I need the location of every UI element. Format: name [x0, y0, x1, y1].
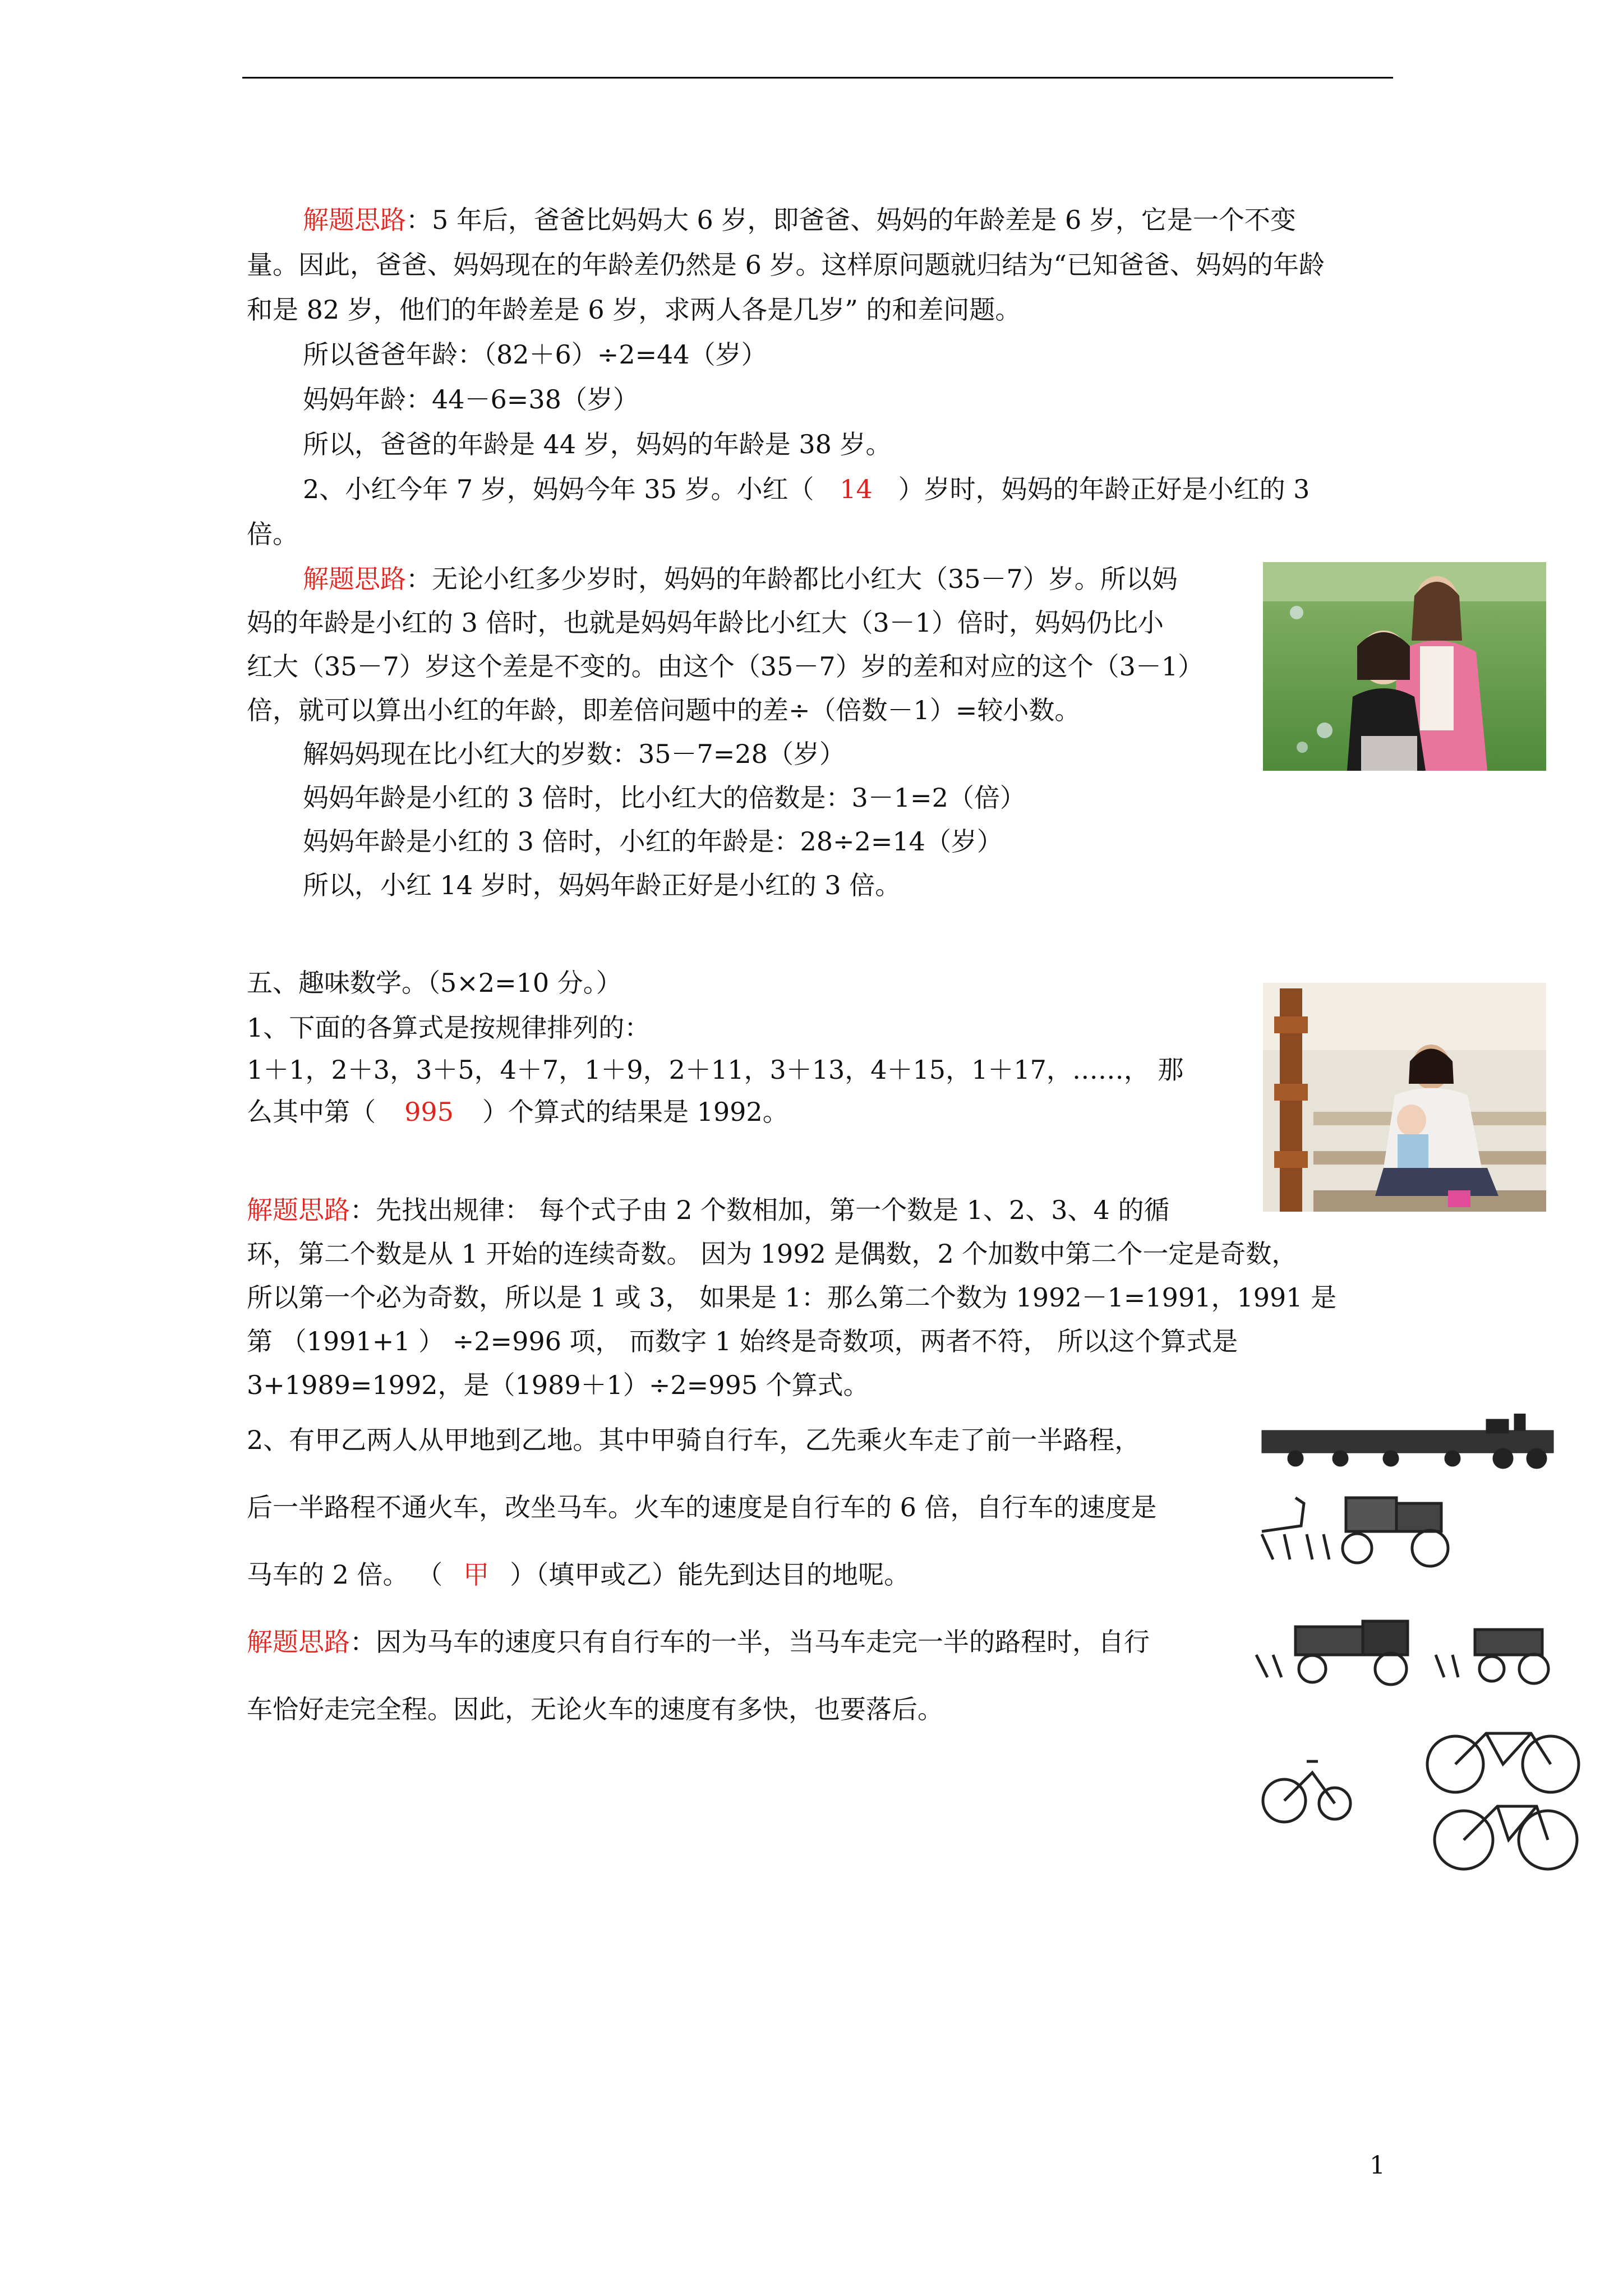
section-title: 五、趣味数学。（5×2=10 分。）: [247, 968, 622, 998]
answer-fill: 14: [840, 474, 873, 504]
calc-line: 解妈妈现在比小红大的岁数：35－7=28（岁）: [303, 739, 845, 769]
carriage-icon: [1262, 1498, 1448, 1566]
calc-line: 所以，小红 14 岁时，妈妈年龄正好是小红的 3 倍。: [303, 870, 901, 900]
text-line: 倍，就可以算出小红的年龄，即差倍问题中的差÷（倍数－1）=较小数。: [247, 695, 1081, 725]
solution-line: 解题思路：5 年后，爸爸比妈妈大 6 岁，即爸爸、妈妈的年龄差是 6 岁，它是一个不变: [303, 205, 1296, 235]
solution-tag: 解题思路: [247, 1627, 350, 1657]
question-line: 2、小红今年 7 岁，妈妈今年 35 岁。小红（ 14 ）岁时，妈妈的年龄正好是小红的 3: [303, 474, 1310, 504]
text-line: 后一半路程不通火车，改坐马车。火车的速度是自行车的 6 倍，自行车的速度是: [247, 1492, 1157, 1522]
train-icon: [1262, 1414, 1553, 1469]
page-number: 1: [1370, 2151, 1385, 2180]
text-line: 红大（35－7）岁这个差是不变的。由这个（35－7）岁的差和对应的这个（3－1）: [247, 651, 1204, 682]
solution-line: 解题思路：无论小红多少岁时，妈妈的年龄都比小红大（35－7）岁。所以妈: [303, 564, 1178, 594]
solution-tag: 解题思路: [303, 564, 406, 594]
text-line: 和是 82 岁，他们的年龄差是 6 岁，求两人各是几岁” 的和差问题。: [247, 295, 1021, 325]
text-line: 第 （1991+1 ） ÷2=996 项， 而数字 1 始终是奇数项，两者不符， 所以这个算式是: [247, 1326, 1238, 1356]
answer-fill: 995: [404, 1097, 454, 1127]
question-line: 么其中第（ 995 ）个算式的结果是 1992。: [247, 1097, 789, 1127]
mother-daughter-photo: [1263, 562, 1546, 771]
calc-line: 所以，爸爸的年龄是 44 岁，妈妈的年龄是 38 岁。: [303, 429, 892, 459]
text-line: 所以第一个必为奇数，所以是 1 或 3， 如果是 1：那么第二个数为 1992－1=1991，1991 是: [247, 1282, 1337, 1313]
vehicles-illustration: [1251, 1414, 1587, 1874]
calc-line: 妈妈年龄是小红的 3 倍时，小红的年龄是：28÷2=14（岁）: [303, 826, 1003, 857]
question-line: 马车的 2 倍。 （ 甲 ）（填甲或乙）能先到达目的地呢。: [247, 1559, 910, 1590]
calc-line: 妈妈年龄是小红的 3 倍时，比小红大的倍数是：3－1=2（倍）: [303, 783, 1026, 813]
text-line: 3+1989=1992，是（1989＋1）÷2=995 个算式。: [247, 1370, 869, 1400]
solution-tag: 解题思路: [247, 1195, 350, 1225]
tandem-bicycle-icon: [1427, 1733, 1579, 1792]
calc-line: 所以爸爸年龄：（82＋6）÷2=44（岁）: [303, 339, 767, 370]
solution-line: 解题思路：先找出规律： 每个式子由 2 个数相加，第一个数是 1、2、3、4 的循: [247, 1195, 1170, 1225]
question-line: 1、下面的各算式是按规律排列的：: [247, 1013, 651, 1043]
tricycle-icon: [1263, 1761, 1350, 1822]
mother-baby-photo: [1263, 983, 1546, 1212]
bicycle-icon: [1435, 1806, 1577, 1869]
solution-line: 解题思路：因为马车的速度只有自行车的一半，当马车走完一半的路程时，自行: [247, 1627, 1150, 1657]
question-line: 2、有甲乙两人从甲地到乙地。其中甲骑自行车，乙先乘火车走了前一半路程，: [247, 1425, 1141, 1455]
sequence-line: 1＋1，2＋3，3＋5，4＋7，1＋9，2＋11，3＋13，4＋15，1＋17，……， 那: [247, 1055, 1184, 1085]
header-rule: [242, 77, 1393, 79]
solution-tag: 解题思路: [303, 205, 406, 235]
calc-line: 妈妈年龄：44－6=38（岁）: [303, 384, 639, 415]
text-line: 环，第二个数是从 1 开始的连续奇数。 因为 1992 是偶数，2 个加数中第二个一定是奇数，: [247, 1239, 1298, 1269]
text-line: 车恰好走完全程。因此，无论火车的速度有多快，也要落后。: [247, 1694, 943, 1724]
carriage-icon: [1256, 1621, 1548, 1685]
text-line: 量。因此，爸爸、妈妈现在的年龄差仍然是 6 岁。这样原问题就归结为“已知爸爸、妈妈的年龄: [247, 250, 1325, 280]
answer-fill: 甲: [463, 1559, 490, 1590]
text-line: 倍。: [247, 519, 298, 549]
text-line: 妈的年龄是小红的 3 倍时，也就是妈妈年龄比小红大（3－1）倍时，妈妈仍比小: [247, 608, 1164, 638]
